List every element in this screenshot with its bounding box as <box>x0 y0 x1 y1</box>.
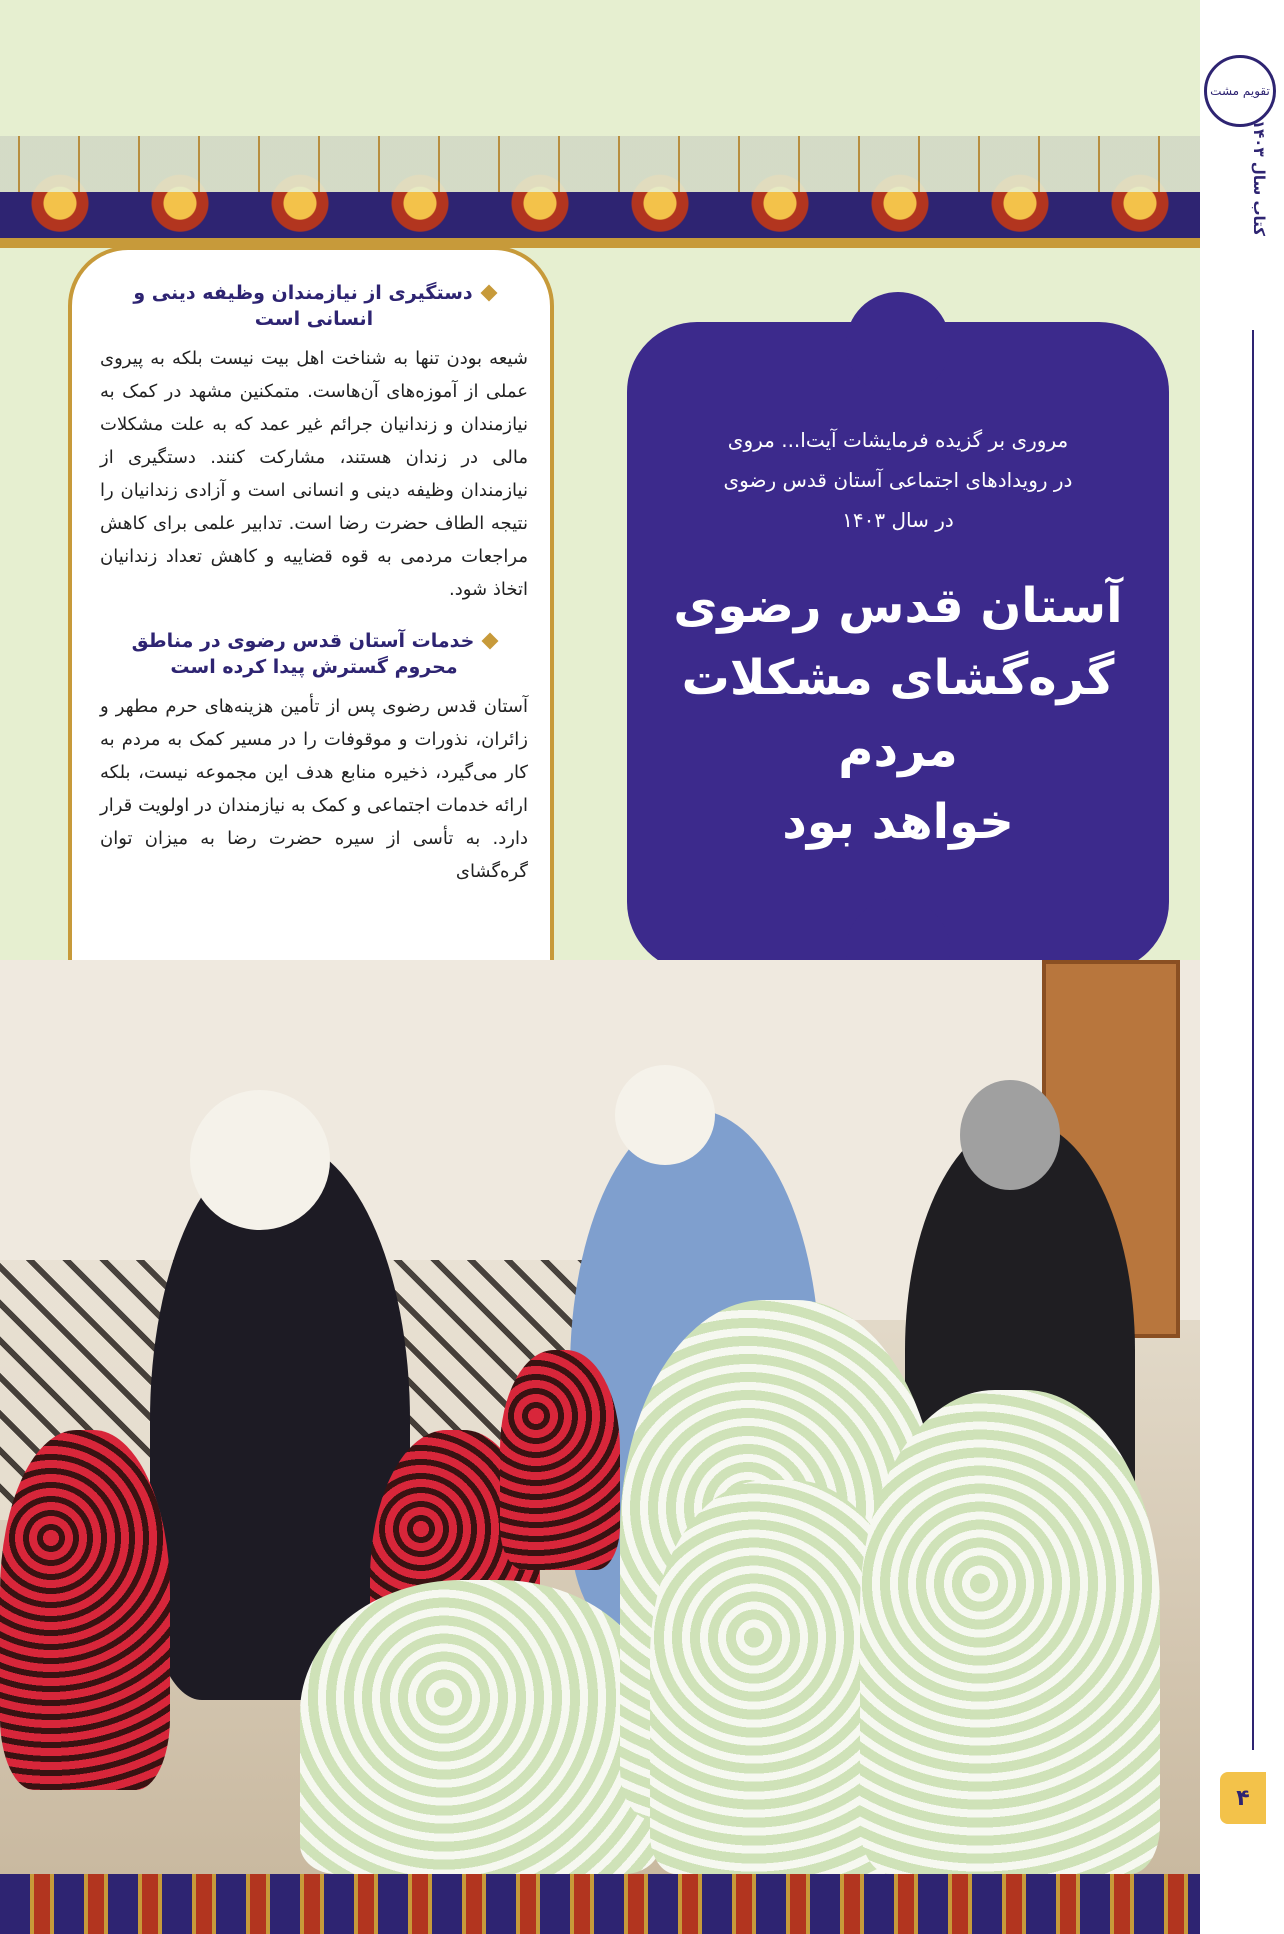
title-banner <box>627 322 1169 972</box>
photo-girl-green-chador <box>860 1390 1160 1874</box>
page-number: ۴ <box>1220 1772 1266 1824</box>
text-card <box>68 246 554 1012</box>
section2-heading: خدمات آستان قدس رضوی در مناطق محروم گسترش پیدا کرده است <box>100 628 528 680</box>
banner-title-line-3: خواهد بود <box>782 794 1014 850</box>
bottom-ornament-border <box>0 1874 1200 1934</box>
photo-girl-red-scarf <box>500 1350 620 1570</box>
section1-heading: دستگیری از نیازمندان وظیفه دینی و انسانی است <box>100 280 528 332</box>
photo-girl-green-chador <box>300 1580 660 1874</box>
side-margin <box>1200 0 1284 1934</box>
photo-girl-red-scarf <box>0 1430 170 1790</box>
diamond-bullet-icon <box>480 285 497 302</box>
diamond-bullet-icon <box>482 633 499 650</box>
banner-subtitle-2: در رویدادهای اجتماعی آستان قدس رضوی <box>723 468 1073 492</box>
section1-body: شیعه بودن تنها به شناخت اهل بیت نیست بلکه به پیروی عملی از آموزه‌های آن‌هاست. متمکنین مشهد در کمک به نیازمندان و زندانیان جرائم غیر عمد که به علت مشکلات مالی در زندان هستند، مشارکت کنند. دستگیری از نیازمندان وظیفه دینی و انسانی است و آزادی زندانیان را نتیجه الطاف حضرت رضا است. تدابیر علمی برای کاهش مراجعات مردمی به قوه قضاییه و کاهش تعداد زندانیان اتخاذ شود. <box>100 348 528 600</box>
photo-person-man-head <box>960 1080 1060 1190</box>
top-ornament-border <box>0 136 1200 248</box>
section2-body: آستان قدس رضوی پس از تأمین هزینه‌های حرم مطهر و زائران، نذورات و موقوفات را در مسیر کمک به مردم به کار می‌گیرد، ذخیره منابع هدف این مجموعه نیست، بلکه ارائه خدمات اجتماعی و کمک به نیازمندان در اولویت قرار دارد. به تأسی از سیره حضرت رضا به میزان توان گره‌گشای <box>100 696 528 882</box>
banner-title <box>665 570 1131 858</box>
photo-person-cleric-head <box>190 1090 330 1230</box>
event-photo <box>0 960 1200 1874</box>
photo-person-blue-cloak-head <box>615 1065 715 1165</box>
book-label: کتاب سال ۱۴۰۳ <box>1250 120 1268 237</box>
banner-subtitle-1: مروری بر گزیده فرمایشات آیت‌ا... مروی <box>727 428 1069 452</box>
side-rule <box>1252 330 1254 1750</box>
banner-title-line-2: گره‌گشای مشکلات مردم <box>681 650 1115 778</box>
banner-title-line-1: آستان قدس رضوی <box>673 578 1123 634</box>
banner-subtitle-3: در سال ۱۴۰۳ <box>842 508 954 532</box>
publication-logo-icon: تقویم مشت <box>1204 55 1276 127</box>
